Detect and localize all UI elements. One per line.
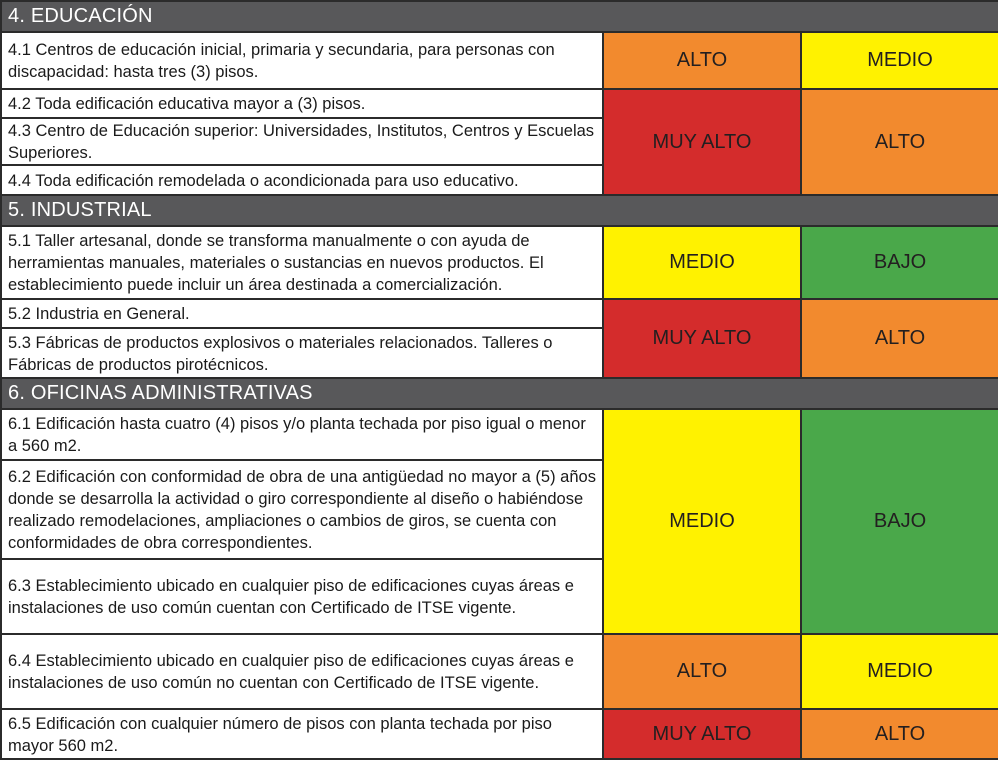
risk-level-cell: MUY ALTO (603, 299, 801, 378)
risk-level-cell: ALTO (603, 634, 801, 709)
row-description: 4.2 Toda edificación educativa mayor a (3) pisos. (1, 89, 603, 118)
row-description: 6.5 Edificación con cualquier número de pisos con planta techada por piso mayor 560 m2. (1, 709, 603, 759)
risk-level-cell: BAJO (801, 409, 998, 634)
row-description: 4.3 Centro de Educación superior: Universidades, Institutos, Centros y Escuelas Superiores. (1, 118, 603, 165)
section-title: 6. OFICINAS ADMINISTRATIVAS (1, 378, 998, 409)
risk-level-cell: ALTO (801, 89, 998, 195)
risk-level-cell: BAJO (801, 226, 998, 299)
risk-level-cell: ALTO (603, 32, 801, 89)
row-description: 5.1 Taller artesanal, donde se transforma manualmente o con ayuda de herramientas manuales, materiales o sustancias en nuevos productos. El establecimiento puede incluir un área destinada a comercialización. (1, 226, 603, 299)
row-description: 4.1 Centros de educación inicial, primaria y secundaria, para personas con discapacidad: hasta tres (3) pisos. (1, 32, 603, 89)
section-title: 4. EDUCACIÓN (1, 1, 998, 32)
risk-level-cell: MEDIO (801, 634, 998, 709)
table-row (1, 32, 998, 89)
section-header-oficinas (1, 378, 998, 409)
risk-level-cell: MUY ALTO (603, 89, 801, 195)
row-description: 5.2 Industria en General. (1, 299, 603, 328)
row-description: 6.3 Establecimiento ubicado en cualquier piso de edificaciones cuyas áreas e instalaciones de uso común cuentan con Certificado de ITSE vigente. (1, 559, 603, 634)
row-description: 5.3 Fábricas de productos explosivos o materiales relacionados. Talleres o Fábricas de productos pirotécnicos. (1, 328, 603, 378)
table-row (1, 226, 998, 299)
row-description: 6.2 Edificación con conformidad de obra de una antigüedad no mayor a (5) años donde se desarrolla la actividad o giro correspondiente al diseño o habiéndose realizado remodelaciones, ampliaciones o cambios de giros, se cuenta con conformidades de obra correspondientes. (1, 460, 603, 559)
risk-level-cell: MEDIO (603, 226, 801, 299)
section-header-educacion (1, 1, 998, 32)
risk-level-cell: MEDIO (801, 32, 998, 89)
row-description: 4.4 Toda edificación remodelada o acondicionada para uso educativo. (1, 165, 603, 195)
row-description: 6.4 Establecimiento ubicado en cualquier piso de edificaciones cuyas áreas e instalaciones de uso común no cuentan con Certificado de ITSE vigente. (1, 634, 603, 709)
section-title: 5. INDUSTRIAL (1, 195, 998, 226)
section-header-industrial (1, 195, 998, 226)
table-row (1, 409, 998, 460)
risk-level-cell: ALTO (801, 709, 998, 759)
row-description: 6.1 Edificación hasta cuatro (4) pisos y/o planta techada por piso igual o menor a 560 m2. (1, 409, 603, 460)
risk-level-cell: MUY ALTO (603, 709, 801, 759)
table-row (1, 299, 998, 328)
risk-level-cell: MEDIO (603, 409, 801, 634)
risk-level-cell: ALTO (801, 299, 998, 378)
table-row (1, 89, 998, 118)
table-row (1, 634, 998, 709)
table-row (1, 709, 998, 759)
